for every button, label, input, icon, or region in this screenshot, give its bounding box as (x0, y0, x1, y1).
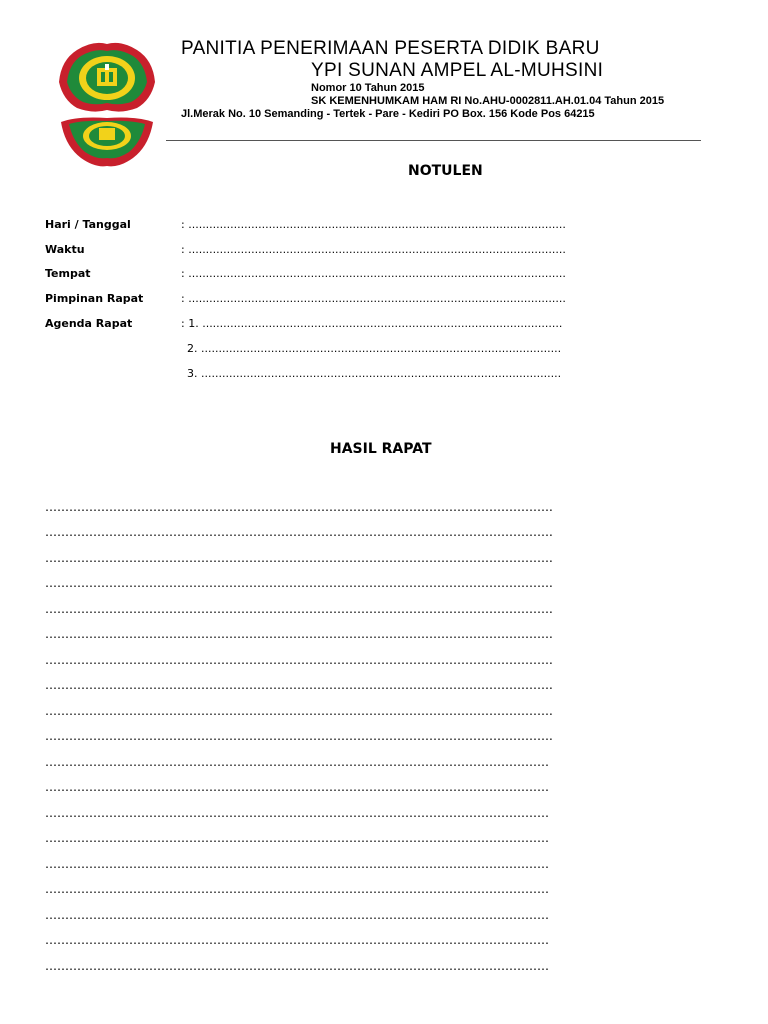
header-committee-name: PANITIA PENERIMAAN PESERTA DIDIK BARU (181, 38, 600, 59)
field-blank: : 1. ....................................................................................................... (181, 317, 563, 330)
result-line: ………………………………………………………………………………………………………………. (45, 500, 553, 514)
result-line: ……………………………………………………………………………………………………………… (45, 831, 549, 845)
field-chair (45, 292, 605, 308)
field-label: Pimpinan Rapat (45, 292, 144, 305)
school-logo-icon (55, 38, 159, 114)
result-line: ………………………………………………………………………………………………………………. (45, 602, 553, 616)
result-line: ……………………………………………………………………………………………………………… (45, 908, 549, 922)
result-line: ………………………………………………………………………………………………………………. (45, 678, 553, 692)
result-line: ……………………………………………………………………………………………………………… (45, 857, 549, 871)
field-place (45, 267, 605, 283)
field-label: Hari / Tanggal (45, 218, 131, 231)
header-foundation-name: YPI SUNAN AMPEL AL-MUHSINI (311, 60, 604, 81)
field-label: Agenda Rapat (45, 317, 133, 330)
result-line: ………………………………………………………………………………………………………………. (45, 525, 553, 539)
field-blank: : ............................................................................................................ (181, 243, 566, 256)
result-line: ………………………………………………………………………………………………………………. (45, 627, 553, 641)
field-time (45, 243, 605, 259)
agenda-item-2: 2. ....................................................................................................... (187, 342, 562, 355)
result-line: ……………………………………………………………………………………………………………… (45, 933, 549, 947)
results-title: HASIL RAPAT (330, 441, 432, 457)
result-line: ……………………………………………………………………………………………………………… (45, 959, 549, 973)
field-label: Waktu (45, 243, 85, 256)
field-date (45, 218, 605, 234)
header-divider (166, 140, 701, 141)
field-label: Tempat (45, 267, 91, 280)
school-logo-reflection-icon (55, 112, 159, 174)
result-line: ……………………………………………………………………………………………………………… (45, 882, 549, 896)
field-blank: : ............................................................................................................ (181, 218, 566, 231)
result-line: ……………………………………………………………………………………………………………… (45, 806, 549, 820)
result-line: ………………………………………………………………………………………………………………. (45, 551, 553, 565)
result-line: ………………………………………………………………………………………………………………. (45, 704, 553, 718)
header-decree: SK KEMENHUMKAM HAM RI No.AHU-0002811.AH.01.04 Tahun 2015 (311, 95, 665, 107)
result-line: ……………………………………………………………………………………………………………… (45, 755, 549, 769)
header-number: Nomor 10 Tahun 2015 (311, 82, 425, 94)
result-line: ……………………………………………………………………………………………………………… (45, 780, 549, 794)
page-title: NOTULEN (408, 163, 483, 179)
field-agenda (45, 317, 605, 333)
header-address: Jl.Merak No. 10 Semanding - Tertek - Pare - Kediri PO Box. 156 Kode Pos 64215 (181, 108, 595, 120)
field-blank: : ............................................................................................................ (181, 292, 566, 305)
result-line: ………………………………………………………………………………………………………………. (45, 576, 553, 590)
field-blank: : ............................................................................................................ (181, 267, 566, 280)
result-line: ………………………………………………………………………………………………………………. (45, 729, 553, 743)
result-line: ………………………………………………………………………………………………………………. (45, 653, 553, 667)
agenda-item-3: 3. ....................................................................................................... (187, 367, 562, 380)
